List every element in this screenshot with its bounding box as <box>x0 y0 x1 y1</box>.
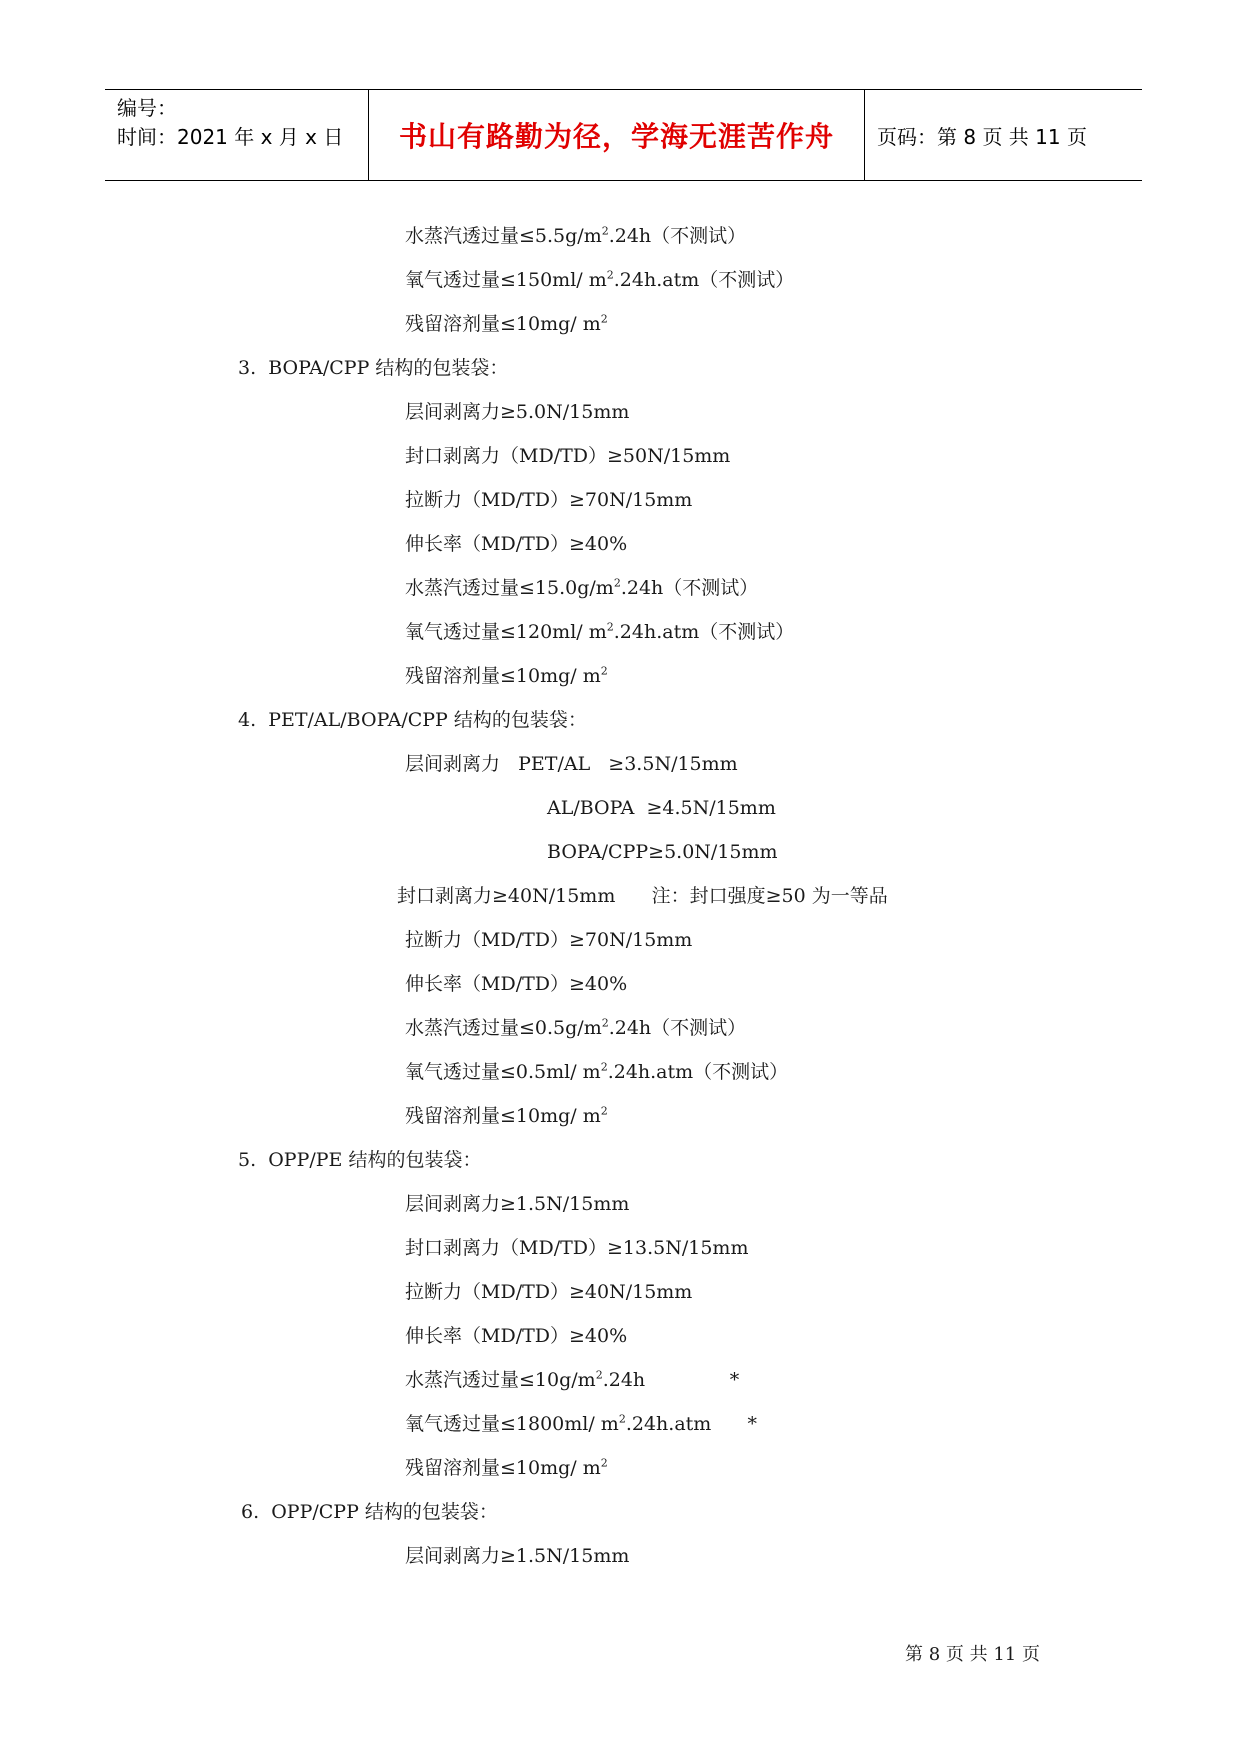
spec-line: 层间剥离力 PET/AL ≥3.5N/15mm <box>405 753 738 775</box>
header-left-cell <box>105 90 369 180</box>
page-footer: 第 8 页 共 11 页 <box>905 1644 1040 1665</box>
section-heading: 5. OPP/PE 结构的包装袋： <box>238 1149 482 1171</box>
spec-line: 氧气透过量≤0.5ml/ $m^2.24h.atm$（不测试） <box>405 1060 789 1083</box>
spec-line: 拉断力（MD/TD）≥70N/15mm <box>405 489 693 511</box>
spec-line: 水蒸汽透过量$\le 15.0g/m^2.24h$（不测试） <box>405 576 759 599</box>
header-motto: 书山有路勤为径，学海无涯苦作舟 <box>369 90 865 180</box>
time-label: 时间：2021 年 x 月 x 日 <box>117 125 344 149</box>
spec-line: 层间剥离力≥1.5N/15mm <box>405 1545 630 1567</box>
spec-line: 水蒸汽透过量$\le 0.5g/m^2.24h$（不测试） <box>405 1016 747 1039</box>
spec-line: 封口剥离力（MD/TD）≥50N/15mm <box>405 445 731 467</box>
spec-line: 封口剥离力≥40N/15mm 注：封口强度≥50 为一等品 <box>397 885 888 907</box>
spec-line: 层间剥离力≥1.5N/15mm <box>405 1193 630 1215</box>
spec-line: 层间剥离力≥5.0N/15mm <box>405 401 630 423</box>
spec-line: 拉断力（MD/TD）≥70N/15mm <box>405 929 693 951</box>
spec-line: 水蒸汽透过量$\le 5.5g/m^2.24h$（不测试） <box>405 224 747 247</box>
spec-line: 氧气透过量≤1800ml/ $m^2.24h.atm$ * <box>405 1412 758 1435</box>
serial-number-label: 编号： <box>117 96 177 120</box>
spec-line: 伸长率（MD/TD）≥40% <box>405 533 628 555</box>
section-heading: 6. OPP/CPP 结构的包装袋： <box>241 1501 498 1523</box>
spec-line: 封口剥离力（MD/TD）≥13.5N/15mm <box>405 1237 749 1259</box>
header-page-info: 页码：第 8 页 共 11 页 <box>877 124 1087 149</box>
section-heading: 4. PET/AL/BOPA/CPP 结构的包装袋： <box>238 709 587 731</box>
page-header <box>105 89 1142 181</box>
spec-line: 拉断力（MD/TD）≥40N/15mm <box>405 1281 693 1303</box>
spec-line: 残留溶剂量≤10mg/ $m^2$ <box>405 312 608 335</box>
spec-line: 残留溶剂量≤10mg/ $m^2$ <box>405 1104 608 1127</box>
spec-line: 氧气透过量≤150ml/ $m^2.24h.atm$（不测试） <box>405 268 795 291</box>
spec-line: 伸长率（MD/TD）≥40% <box>405 1325 628 1347</box>
spec-line: BOPA/CPP≥5.0N/15mm <box>547 841 778 863</box>
spec-line: 残留溶剂量≤10mg/ $m^2$ <box>405 664 608 687</box>
spec-line: 伸长率（MD/TD）≥40% <box>405 973 628 995</box>
spec-line: AL/BOPA ≥4.5N/15mm <box>547 797 776 819</box>
spec-line: 水蒸汽透过量$\le 10g/m^2.24h$ * <box>405 1368 740 1391</box>
spec-line: 残留溶剂量≤10mg/ $m^2$ <box>405 1456 608 1479</box>
spec-line: 氧气透过量≤120ml/ $m^2.24h.atm$（不测试） <box>405 620 795 643</box>
section-heading: 3. BOPA/CPP 结构的包装袋： <box>238 357 509 379</box>
